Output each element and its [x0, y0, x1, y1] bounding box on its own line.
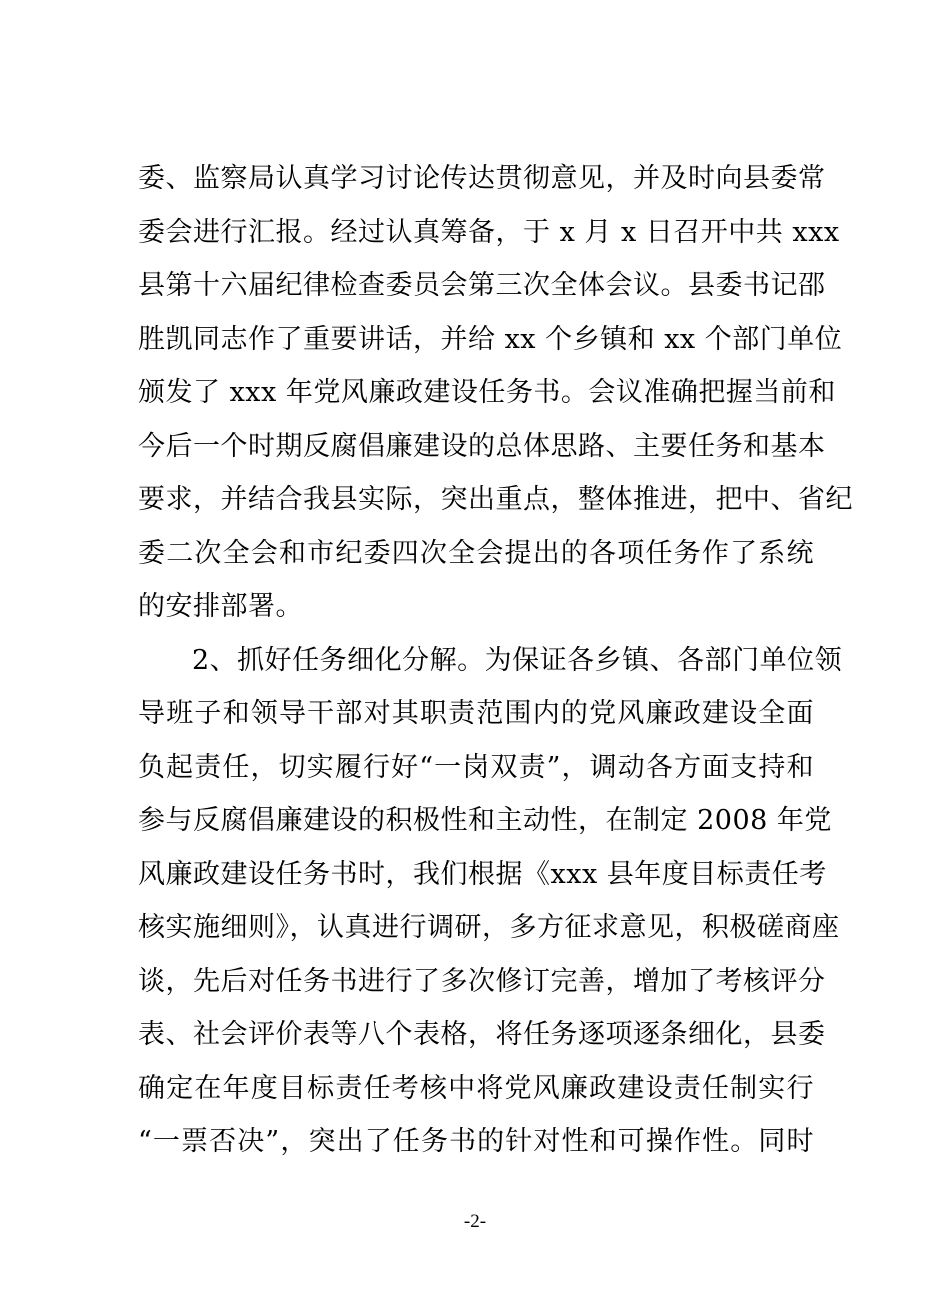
- text-line: 委会进行汇报。经过认真筹备，于 x 月 x 日召开中共 xxx: [138, 216, 840, 248]
- paragraph-start-line: 2、抓好任务细化分解。为保证各乡镇、各部门单位领: [192, 644, 843, 676]
- text-line: 谈，先后对任务书进行了多次修订完善，增加了考核评分: [138, 965, 826, 997]
- text-line: 要求，并结合我县实际，突出重点，整体推进，把中、省纪: [138, 484, 853, 515]
- text-line: 导班子和领导干部对其职责范围内的党风廉政建设全面: [138, 698, 814, 729]
- text-line: 核实施细则》，认真进行调研，多方征求意见，积极磋商座: [138, 912, 840, 943]
- text-line: 风廉政建设任务书时，我们根据《xxx 县年度目标责任考: [138, 858, 827, 890]
- text-line: 颁发了 xxx 年党风廉政建设任务书。会议准确把握当前和: [138, 377, 836, 408]
- text-line: 委二次全会和市纪委四次全会提出的各项任务作了系统: [138, 537, 814, 569]
- page-number: -2-: [463, 1211, 487, 1232]
- body-text: [138, 152, 853, 1169]
- text-line: 今后一个时期反腐倡廉建设的总体思路、主要任务和基本: [138, 430, 826, 462]
- text-line: 参与反腐倡廉建设的积极性和主动性，在制定 2008 年党: [138, 805, 832, 836]
- text-line: 负起责任，切实履行好“一岗双责”，调动各方面支持和: [138, 751, 814, 783]
- text-line: 的安排部署。: [138, 591, 303, 622]
- text-line: 表、社会评价表等八个表格，将任务逐项逐条细化，县委: [138, 1019, 826, 1050]
- text-line: “一票否决”，突出了任务书的针对性和可操作性。同时: [138, 1126, 814, 1157]
- text-line: 胜凯同志作了重要讲话，并给 xx 个乡镇和 xx 个部门单位: [138, 323, 843, 355]
- text-line: 委、监察局认真学习讨论传达贯彻意见，并及时向县委常: [138, 163, 826, 194]
- text-line: 县第十六届纪律检查委员会第三次全体会议。县委书记邵: [138, 270, 826, 301]
- text-line: 确定在年度目标责任考核中将党风廉政建设责任制实行: [138, 1072, 814, 1104]
